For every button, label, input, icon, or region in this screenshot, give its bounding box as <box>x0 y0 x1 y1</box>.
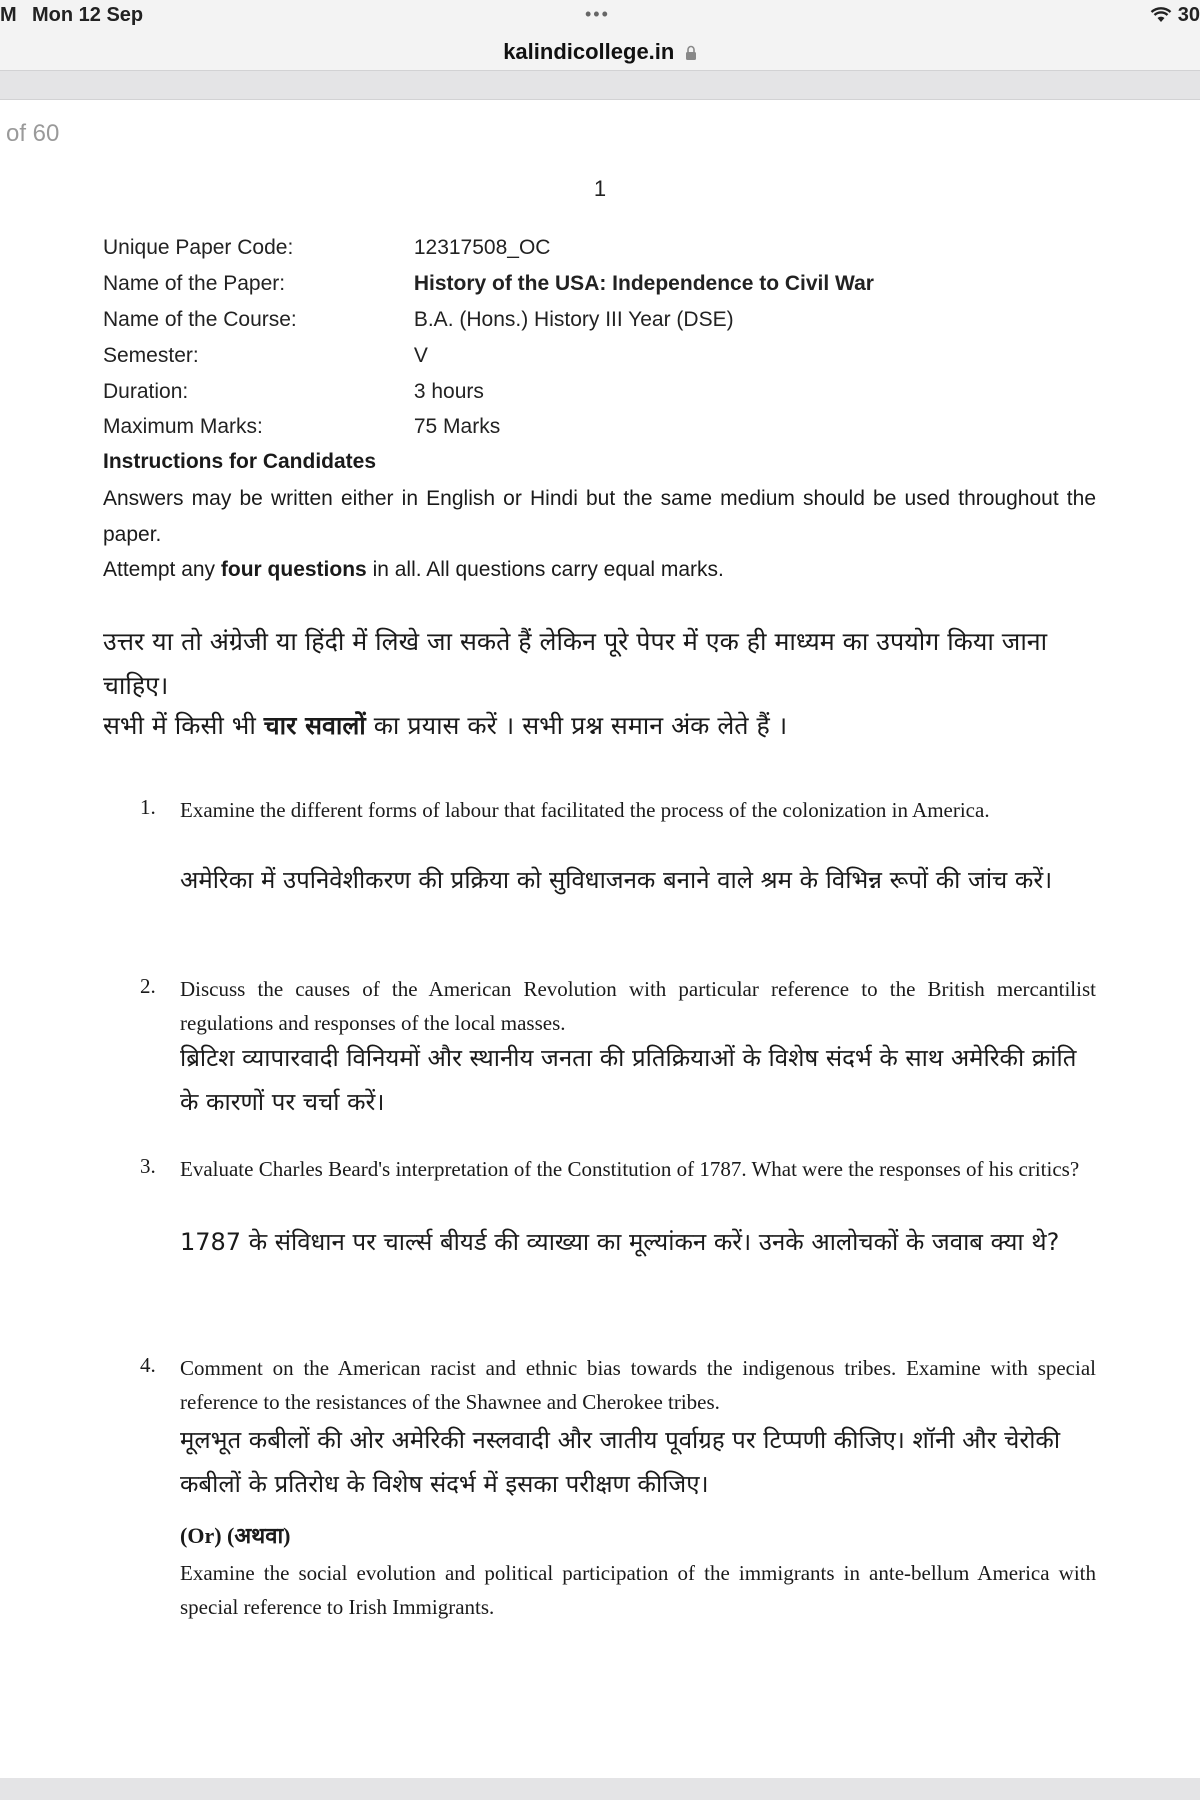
question-english: Examine the different forms of labour that facilitated the process of the colonization in America. <box>180 798 990 822</box>
meta-value: B.A. (Hons.) History III Year (DSE) <box>413 308 734 331</box>
instruction-text: in all. All questions carry equal marks. <box>366 558 724 581</box>
hindi-instruction-medium: उत्तर या तो अंग्रेजी या हिंदी में लिखे जा सकते हैं लेकिन पूरे पेपर में एक ही माध्यम का उपयोग किया जाना चाहिए। <box>103 627 1048 700</box>
meta-duration <box>103 380 484 404</box>
meta-value: 3 hours <box>413 380 484 403</box>
status-date: Mon 12 Sep <box>32 4 144 26</box>
meta-value: V <box>413 344 428 367</box>
instruction-text: Attempt any <box>103 558 221 581</box>
meta-label: Unique Paper Code: <box>103 236 294 259</box>
meta-label: Duration: <box>103 380 189 403</box>
instruction-medium: Answers may be written either in English or Hindi but the same medium should be used throughout the paper. <box>103 487 1096 546</box>
hindi-instruction-attempt <box>103 704 1096 748</box>
status-bar <box>0 0 1200 34</box>
meta-label: Maximum Marks: <box>103 415 263 438</box>
meta-label: Name of the Course: <box>103 308 297 331</box>
instructions-heading: Instructions for Candidates <box>103 450 377 473</box>
lock-icon <box>685 45 697 61</box>
pdf-toolbar <box>0 70 1200 100</box>
question-english: Comment on the American racist and ethnic bias towards the indigenous tribes. Examine with special reference to the resistances of the Shawnee and Cherokee tribes. <box>180 1356 1096 1414</box>
question-english: Evaluate Charles Beard's interpretation of the Constitution of 1787. What were the responses of his critics? <box>180 1157 1080 1181</box>
question-number: 3. <box>140 1154 156 1178</box>
address-bar[interactable] <box>0 34 1200 70</box>
instruction-attempt <box>103 552 1096 588</box>
battery-percent: 30 <box>1177 4 1200 26</box>
meta-label: Name of the Paper: <box>103 272 286 295</box>
question-number: 1. <box>140 795 156 819</box>
bottom-toolbar <box>0 1778 1200 1800</box>
hindi-instruction-text: का प्रयास करें । सभी प्रश्न समान अंक लेते हैं । <box>365 711 788 740</box>
question-english: Discuss the causes of the American Revolution with particular reference to the British mercantilist regulations and responses of the local masses. <box>180 977 1096 1035</box>
meta-paper-code <box>103 236 550 260</box>
question-hindi: ब्रिटिश व्यापारवादी विनियमों और स्थानीय जनता की प्रतिक्रियाओं के विशेष संदर्भ के साथ अमेरिकी क्रांति के कारणों पर चर्चा करें। <box>180 1044 1077 1116</box>
meta-value: History of the USA: Independence to Civil War <box>413 272 874 295</box>
page-count: of 60 <box>6 120 60 147</box>
question-hindi: अमेरिका में उपनिवेशीकरण की प्रक्रिया को सुविधाजनक बनाने वाले श्रम के विभिन्न रूपों की जांच करें। <box>180 866 1053 894</box>
meta-value: 12317508_OC <box>413 236 551 259</box>
page-number: 1 <box>593 176 607 201</box>
instruction-emphasis: four questions <box>220 558 367 581</box>
hindi-instruction-text: सभी में किसी भी <box>103 711 264 740</box>
meta-max-marks <box>103 415 500 439</box>
meta-value: 75 Marks <box>413 415 501 438</box>
multitasking-dots[interactable]: ••• <box>585 4 610 24</box>
hindi-instruction-emphasis: चार सवालों <box>263 711 366 740</box>
question-number: 2. <box>140 974 156 998</box>
meta-paper-name <box>103 272 874 296</box>
status-right <box>1150 4 1200 27</box>
meta-course <box>103 308 734 332</box>
url-text[interactable]: kalindicollege.in <box>503 39 675 64</box>
meta-label: Semester: <box>103 344 199 367</box>
or-label: (Or) (अथवा) <box>180 1523 291 1548</box>
question-hindi: 1787 के संविधान पर चार्ल्स बीयर्ड की व्याख्या का मूल्यांकन करें। उनके आलोचकों के जवाब क्या थे? <box>180 1228 1060 1256</box>
question-number: 4. <box>140 1353 156 1377</box>
wifi-icon <box>1150 7 1172 23</box>
question-hindi: मूलभूत कबीलों की ओर अमेरिकी नस्लवादी और जातीय पूर्वाग्रह पर टिप्पणी कीजिए। शॉनी और चेरोकी कबीलों के प्रतिरोध के विशेष संदर्भ में इसका परीक्षण कीजिए। <box>180 1426 1061 1498</box>
question-alternative: Examine the social evolution and political participation of the immigrants in ante-bellum America with special reference to Irish Immigrants. <box>180 1561 1096 1619</box>
status-time: M <box>0 4 17 26</box>
meta-semester <box>103 344 428 368</box>
